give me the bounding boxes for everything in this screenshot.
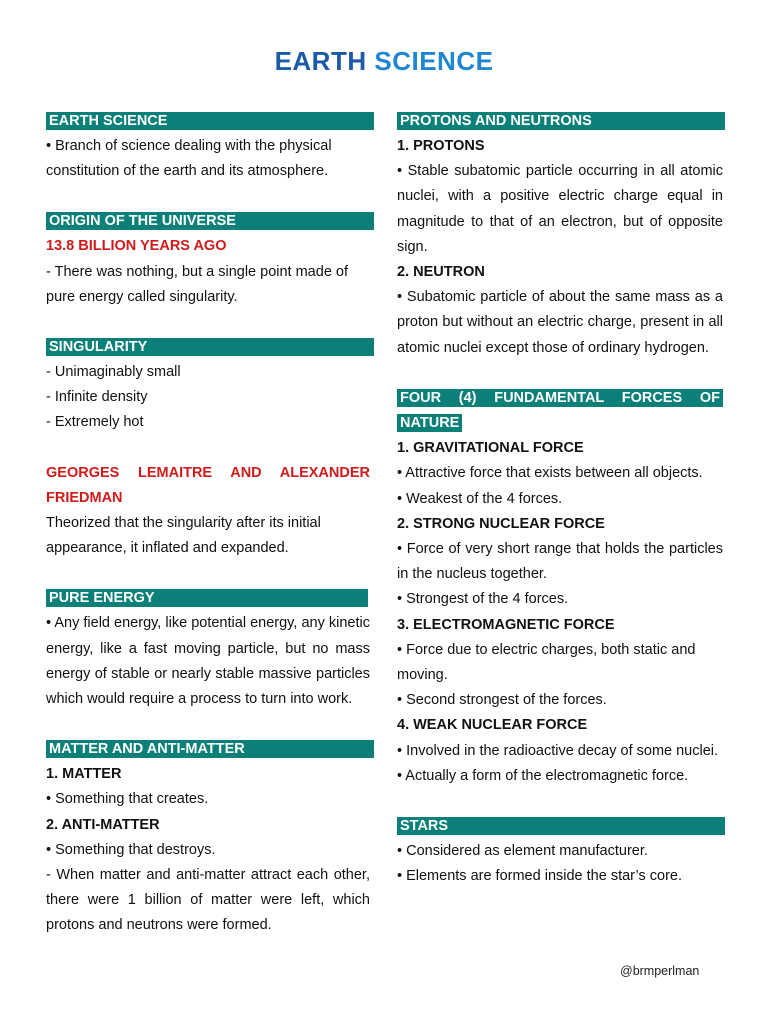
force-text: • Attractive force that exists between all objects.	[397, 465, 703, 482]
anti-matter-text: • Something that destroys.	[46, 841, 216, 858]
author-handle: @brmperlman	[620, 964, 700, 978]
force-text: • Strongest of the 4 forces.	[397, 591, 569, 608]
force-text: • Force of very short range that holds the particles in the nucleus together.	[397, 541, 723, 583]
page-title	[0, 46, 768, 77]
earth-science-text: • Branch of science dealing with the physical constitution of the earth and its atmosphere.	[46, 138, 332, 180]
section-header-earth-science: EARTH SCIENCE	[46, 112, 374, 130]
force-heading: 2. STRONG NUCLEAR FORCE	[397, 515, 605, 532]
matter-text: • Something that creates.	[46, 791, 209, 808]
matter-subheading: 1. MATTER	[46, 766, 122, 783]
stars-text: • Elements are formed inside the star’s core.	[397, 868, 683, 885]
section-header-matter: MATTER AND ANTI-MATTER	[46, 740, 374, 758]
force-text: • Actually a form of the electromagnetic force.	[397, 767, 689, 784]
force-heading: 1. GRAVITATIONAL FORCE	[397, 440, 584, 457]
neutron-text: • Subatomic particle of about the same mass as a proton but without an electric charge, present in all atomic nuclei except those of ordinary hydrogen.	[397, 289, 723, 356]
force-text: • Weakest of the 4 forces.	[397, 490, 563, 507]
force-text: • Force due to electric charges, both static and moving.	[397, 641, 696, 684]
section-header-origin: ORIGIN OF THE UNIVERSE	[46, 212, 374, 230]
section-header-stars: STARS	[397, 817, 725, 835]
section-header-singularity: SINGULARITY	[46, 338, 374, 356]
neutron-subheading: 2. NEUTRON	[397, 264, 485, 281]
lemaitre-text: Theorized that the singularity after its initial appearance, it inflated and expanded.	[46, 515, 321, 557]
singularity-item: - Extremely hot	[46, 414, 144, 431]
section-header-forces: FOUR (4) FUNDAMENTAL FORCES OF NATURE	[397, 389, 723, 432]
title-part-2: SCIENCE	[374, 46, 494, 76]
lemaitre-heading: GEORGES LEMAITRE AND ALEXANDER FRIEDMAN	[46, 464, 370, 506]
section-header-pure-energy: PURE ENERGY	[46, 589, 368, 607]
section-header-forces-wrap	[397, 386, 723, 436]
section-header-protons: PROTONS AND NEUTRONS	[397, 112, 725, 130]
protons-text: • Stable subatomic particle occurring in all atomic nuclei, with a positive electric charge equal in magnitude to that of an electron, but of opposite sign.	[397, 163, 723, 255]
force-text: • Involved in the radioactive decay of some nuclei.	[397, 742, 719, 759]
force-heading: 4. WEAK NUCLEAR FORCE	[397, 717, 588, 734]
matter-explanation: - When matter and anti-matter attract each other, there were 1 billion of matter were left, which protons and neutrons were formed.	[46, 867, 370, 934]
singularity-item: - Unimaginably small	[46, 364, 181, 381]
pure-energy-text: • Any field energy, like potential energy, any kinetic energy, like a fast moving particle, but no mass energy of stable or nearly stable massive particles which would require a process to turn into work.	[46, 615, 370, 708]
force-heading: 3. ELECTROMAGNETIC FORCE	[397, 616, 615, 633]
origin-highlight: 13.8 BILLION YEARS AGO	[46, 238, 227, 255]
title-part-1: EARTH	[274, 46, 367, 76]
left-column	[46, 109, 370, 939]
singularity-item: - Infinite density	[46, 389, 148, 406]
anti-matter-subheading: 2. ANTI-MATTER	[46, 816, 160, 833]
stars-text: • Considered as element manufacturer.	[397, 843, 648, 860]
right-column	[397, 109, 723, 889]
force-text: • Second strongest of the forces.	[397, 692, 607, 709]
origin-text: - There was nothing, but a single point made of pure energy called singularity.	[46, 263, 349, 305]
protons-subheading: 1. PROTONS	[397, 138, 485, 154]
